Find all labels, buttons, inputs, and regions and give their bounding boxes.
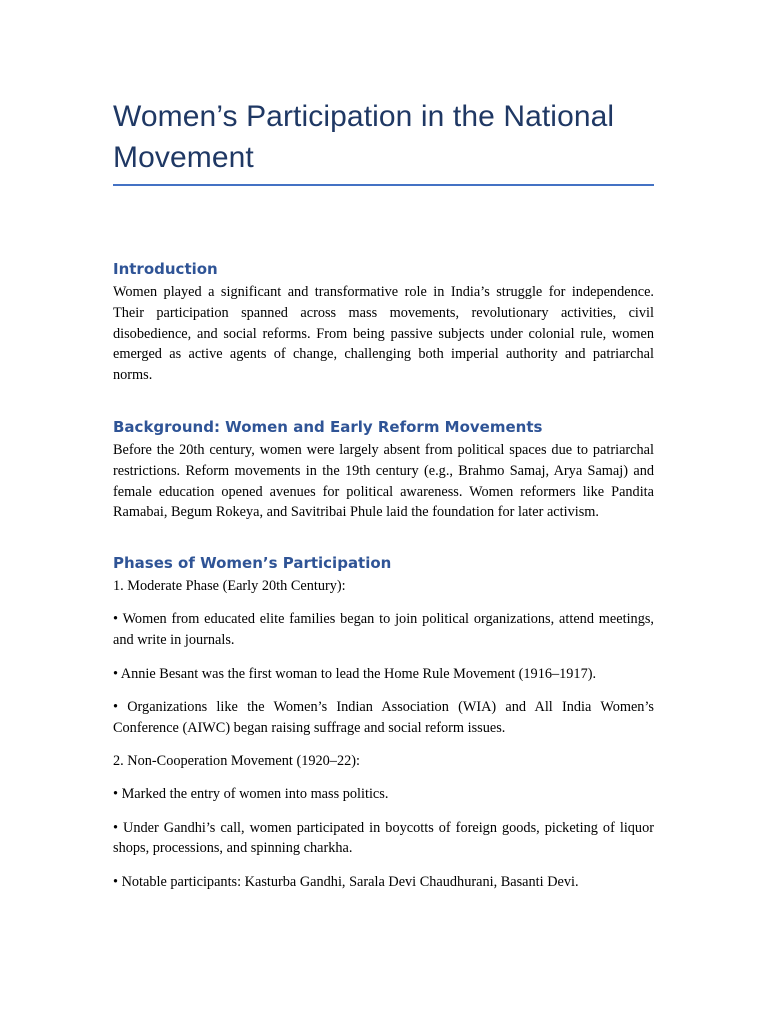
introduction-heading: Introduction <box>113 260 218 278</box>
list-item: • Women from educated elite families began to join political organizations, attend meetings, and write in journals. <box>113 611 654 649</box>
introduction-paragraph: Women played a significant and transformative role in India’s struggle for independence. Their participation spanned across mass movements, revolutionary activities, civil disobedience, and social reforms. From being passive subjects under colonial rule, women emerged as active agents of change, challenging both imperial authority and patriarchal norms. <box>113 284 654 384</box>
list-item: • Organizations like the Women’s Indian Association (WIA) and All India Women’s Conference (AIWC) began raising suffrage and social reform issues. <box>113 698 654 736</box>
phase-non-cooperation-title: 2. Non-Cooperation Movement (1920–22): <box>113 752 360 769</box>
list-item: • Annie Besant was the first woman to lead the Home Rule Movement (1916–1917). <box>113 665 597 682</box>
document-page <box>113 0 654 892</box>
background-heading: Background: Women and Early Reform Movements <box>113 417 543 436</box>
list-item: • Under Gandhi’s call, women participated in boycotts of foreign goods, picketing of liquor shops, processions, and spinning charkha. <box>113 819 654 857</box>
document-title: Women’s Participation in the National Movement <box>113 100 615 174</box>
background-paragraph: Before the 20th century, women were largely absent from political spaces due to patriarchal restrictions. Reform movements in the 19th century (e.g., Brahmo Samaj, Arya Samaj) and female education opened avenues for political awareness. Women reformers like Pandita Ramabai, Begum Rokeya, and Savitribai Phule laid the foundation for later activism. <box>113 441 654 521</box>
phases-heading: Phases of Women’s Participation <box>113 554 392 573</box>
list-item: • Marked the entry of women into mass politics. <box>113 786 389 803</box>
phases-list <box>113 576 654 892</box>
list-item: • Notable participants: Kasturba Gandhi, Sarala Devi Chaudhurani, Basanti Devi. <box>113 873 579 890</box>
phase-moderate-title: 1. Moderate Phase (Early 20th Century): <box>113 578 346 595</box>
title-underline <box>113 184 654 186</box>
